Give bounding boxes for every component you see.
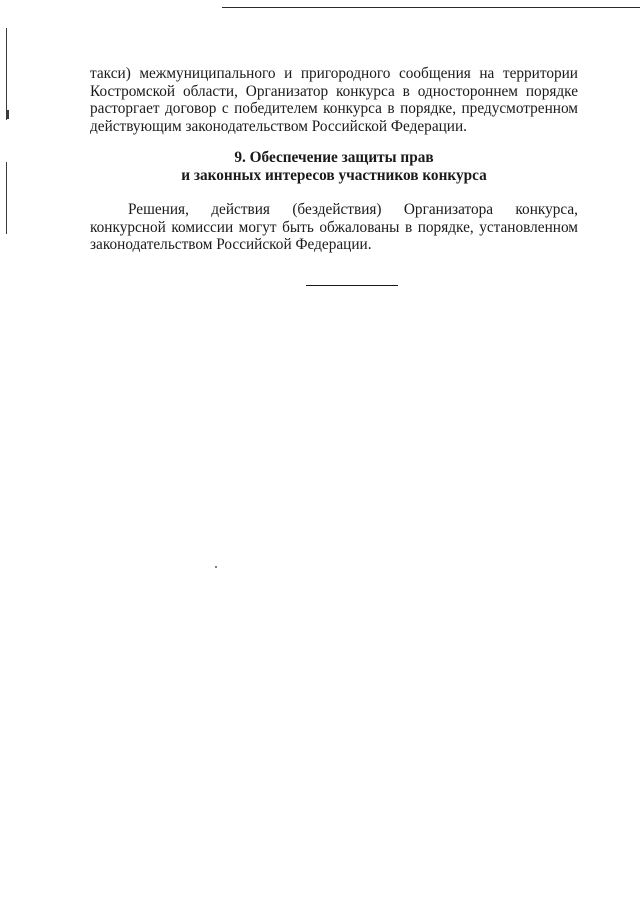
section-heading-line-2: и законных интересов участников конкурса	[181, 167, 487, 184]
scan-border-left	[6, 28, 7, 120]
scan-mark	[6, 110, 9, 119]
section-paragraph-text: Решения, действия (бездействия) Организатора конкурса, конкурсной комиссии могут быть обжалованы в порядке, установленном законодательством Российской Федерации.	[90, 201, 578, 254]
section-paragraph	[90, 201, 578, 254]
section-heading	[90, 149, 578, 185]
scan-border-top	[222, 7, 640, 8]
scan-border-left-lower	[6, 162, 7, 234]
end-of-document-rule	[306, 285, 398, 286]
scan-speck	[215, 566, 217, 568]
paragraph-text: такси) межмуниципального и пригородного сообщения на территории Костромской области, Организатор конкурса в одностороннем порядке расторгает договор с победителем конкурса в порядке, предусмотренном действующим законодательством Российской Федерации.	[90, 65, 578, 135]
section-heading-line-1: 9. Обеспечение защиты прав	[234, 149, 434, 166]
document-paragraph	[90, 65, 578, 135]
